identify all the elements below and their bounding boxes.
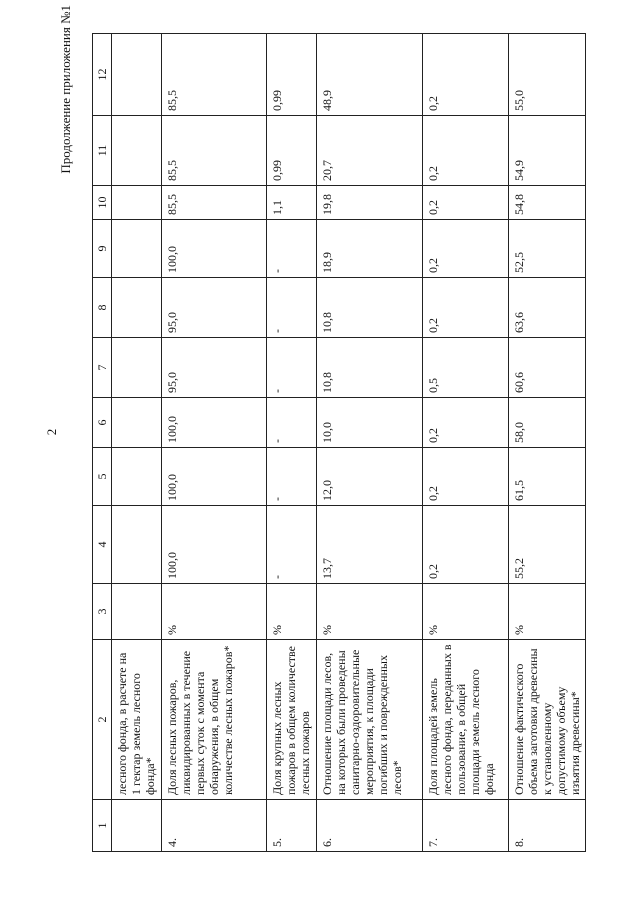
table-row	[423, 34, 509, 852]
unit: %	[317, 584, 423, 640]
value-cell: 95,0	[162, 278, 267, 338]
value-cell	[112, 278, 162, 338]
unit: %	[509, 584, 586, 640]
rotated-table-container	[92, 34, 582, 852]
value-cell: 100,0	[162, 398, 267, 448]
row-number: 8.	[509, 800, 586, 852]
table-row	[162, 34, 267, 852]
table-row	[509, 34, 586, 852]
value-cell: 95,0	[162, 338, 267, 398]
value-cell: 52,5	[509, 220, 586, 278]
value-cell: 0,2	[423, 506, 509, 584]
value-cell: 19,8	[317, 186, 423, 220]
value-cell: 60,6	[509, 338, 586, 398]
indicator-name: Отношение фактического объема заготовки древесины к установленному допустимому объему изъятия древесины*	[509, 640, 586, 800]
value-cell: 55,2	[509, 506, 586, 584]
indicator-name: Доля лесных пожаров, ликвидированных в течение первых суток с момента обнаружения, в общем количестве лесных пожаров*	[162, 640, 267, 800]
value-cell: -	[267, 220, 317, 278]
value-cell: 100,0	[162, 220, 267, 278]
value-cell: 10,8	[317, 338, 423, 398]
value-cell	[112, 186, 162, 220]
col-header: 4	[93, 506, 112, 584]
annex-heading: Продолжение приложения №1	[58, 5, 73, 174]
value-cell: 0,99	[267, 116, 317, 186]
value-cell: -	[267, 506, 317, 584]
value-cell: 0,2	[423, 34, 509, 116]
unit: %	[267, 584, 317, 640]
indicator-name: Доля площадей земель лесного фонда, переданных в пользование, в общей площади земель лесного фонда	[423, 640, 509, 800]
value-cell: -	[267, 448, 317, 506]
value-cell: 0,99	[267, 34, 317, 116]
indicator-name: Доля крупных лесных пожаров в общем количестве лесных пожаров	[267, 640, 317, 800]
value-cell: 85,5	[162, 116, 267, 186]
value-cell	[112, 506, 162, 584]
value-cell: 0,2	[423, 278, 509, 338]
value-cell: 55,0	[509, 34, 586, 116]
indicator-name: лесного фонда, в расчете на 1 гектар земель лесного фонда*	[112, 640, 162, 800]
value-cell: 0,5	[423, 338, 509, 398]
value-cell: 0,2	[423, 448, 509, 506]
value-cell: 10,0	[317, 398, 423, 448]
value-cell: 58,0	[509, 398, 586, 448]
value-cell: 63,6	[509, 278, 586, 338]
value-cell: 48,9	[317, 34, 423, 116]
value-cell: 85,5	[162, 186, 267, 220]
value-cell: 12,0	[317, 448, 423, 506]
unit: %	[423, 584, 509, 640]
table-row	[267, 34, 317, 852]
value-cell	[112, 220, 162, 278]
col-header: 5	[93, 448, 112, 506]
column-number-row	[93, 34, 112, 852]
row-number: 6.	[317, 800, 423, 852]
value-cell: -	[267, 278, 317, 338]
value-cell: 61,5	[509, 448, 586, 506]
col-header: 9	[93, 220, 112, 278]
indicators-table	[92, 33, 586, 852]
col-header: 11	[93, 116, 112, 186]
value-cell: 10,8	[317, 278, 423, 338]
value-cell: 0,2	[423, 116, 509, 186]
value-cell: 85,5	[162, 34, 267, 116]
col-header: 12	[93, 34, 112, 116]
value-cell: 100,0	[162, 506, 267, 584]
col-header: 10	[93, 186, 112, 220]
value-cell	[112, 448, 162, 506]
value-cell: 18,9	[317, 220, 423, 278]
unit: %	[162, 584, 267, 640]
row-number	[112, 800, 162, 852]
col-header: 2	[93, 640, 112, 800]
value-cell	[112, 398, 162, 448]
col-header: 3	[93, 584, 112, 640]
value-cell	[112, 116, 162, 186]
value-cell: 0,2	[423, 220, 509, 278]
unit	[112, 584, 162, 640]
col-header: 1	[93, 800, 112, 852]
indicator-name: Отношение площади лесов, на которых были проведены санитарно-оздоровительные мероприятия, к площади погибших и поврежденных лесов*	[317, 640, 423, 800]
col-header: 7	[93, 338, 112, 398]
value-cell: -	[267, 398, 317, 448]
row-number: 7.	[423, 800, 509, 852]
value-cell: 0,2	[423, 186, 509, 220]
value-cell: 100,0	[162, 448, 267, 506]
table-row	[112, 34, 162, 852]
row-number: 4.	[162, 800, 267, 852]
value-cell: 54,9	[509, 116, 586, 186]
col-header: 6	[93, 398, 112, 448]
value-cell	[112, 338, 162, 398]
page-number: 2	[44, 428, 59, 436]
value-cell: 54,8	[509, 186, 586, 220]
row-number: 5.	[267, 800, 317, 852]
value-cell: 1,1	[267, 186, 317, 220]
value-cell: 13,7	[317, 506, 423, 584]
value-cell	[112, 34, 162, 116]
value-cell: 0,2	[423, 398, 509, 448]
table-row	[317, 34, 423, 852]
col-header: 8	[93, 278, 112, 338]
value-cell: 20,7	[317, 116, 423, 186]
value-cell: -	[267, 338, 317, 398]
